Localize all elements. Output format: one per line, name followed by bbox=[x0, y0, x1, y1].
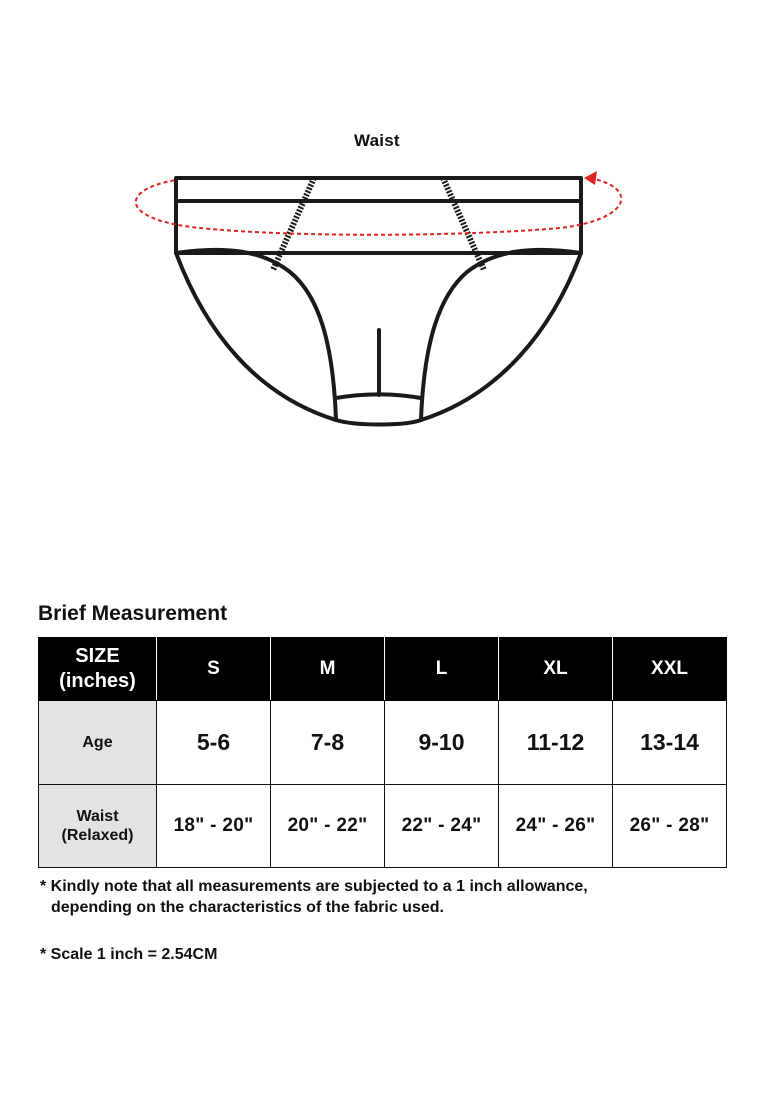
age-row bbox=[39, 701, 727, 785]
size-header-xl: XL bbox=[499, 638, 613, 701]
waist-row bbox=[39, 785, 727, 868]
waist-cell: 22" - 24" bbox=[385, 785, 499, 868]
waist-cell: 24" - 26" bbox=[499, 785, 613, 868]
corner-label-line2: (inches) bbox=[59, 670, 136, 692]
waist-measure-line bbox=[136, 178, 621, 235]
size-corner-header bbox=[39, 638, 157, 701]
age-cell: 5-6 bbox=[157, 701, 271, 785]
size-header-s: S bbox=[157, 638, 271, 701]
size-header-xxl: XXL bbox=[613, 638, 727, 701]
allowance-note bbox=[40, 876, 740, 918]
age-cell: 11-12 bbox=[499, 701, 613, 785]
waist-label-line2: (Relaxed) bbox=[61, 827, 134, 844]
waist-label-line1: Waist bbox=[76, 808, 119, 825]
age-cell: 9-10 bbox=[385, 701, 499, 785]
age-cell: 13-14 bbox=[613, 701, 727, 785]
left-stitch bbox=[273, 178, 314, 270]
right-leg-opening bbox=[421, 250, 581, 420]
size-header-row bbox=[39, 638, 727, 701]
corner-label-line1: SIZE bbox=[75, 645, 120, 667]
size-header-m: M bbox=[271, 638, 385, 701]
age-cell: 7-8 bbox=[271, 701, 385, 785]
stitch-lines bbox=[273, 178, 484, 270]
allowance-note-line1: * Kindly note that all measurements are subjected to a 1 inch allowance, bbox=[40, 878, 588, 895]
size-header-l: L bbox=[385, 638, 499, 701]
section-title: Brief Measurement bbox=[38, 602, 228, 625]
waist-row-label bbox=[39, 785, 157, 868]
allowance-note-line2: depending on the characteristics of the fabric used. bbox=[51, 899, 444, 916]
brief-outline bbox=[176, 178, 581, 425]
waist-cell: 18" - 20" bbox=[157, 785, 271, 868]
measure-arrow-icon bbox=[584, 171, 597, 185]
waist-cell: 26" - 28" bbox=[613, 785, 727, 868]
left-leg-opening bbox=[176, 250, 336, 420]
scale-note: * Scale 1 inch = 2.54CM bbox=[40, 946, 218, 963]
age-row-label: Age bbox=[39, 701, 157, 785]
size-chart-table bbox=[38, 637, 727, 868]
waistband bbox=[176, 178, 581, 253]
waist-cell: 20" - 22" bbox=[271, 785, 385, 868]
right-stitch bbox=[443, 178, 484, 270]
waist-diagram-label: Waist bbox=[354, 131, 400, 150]
